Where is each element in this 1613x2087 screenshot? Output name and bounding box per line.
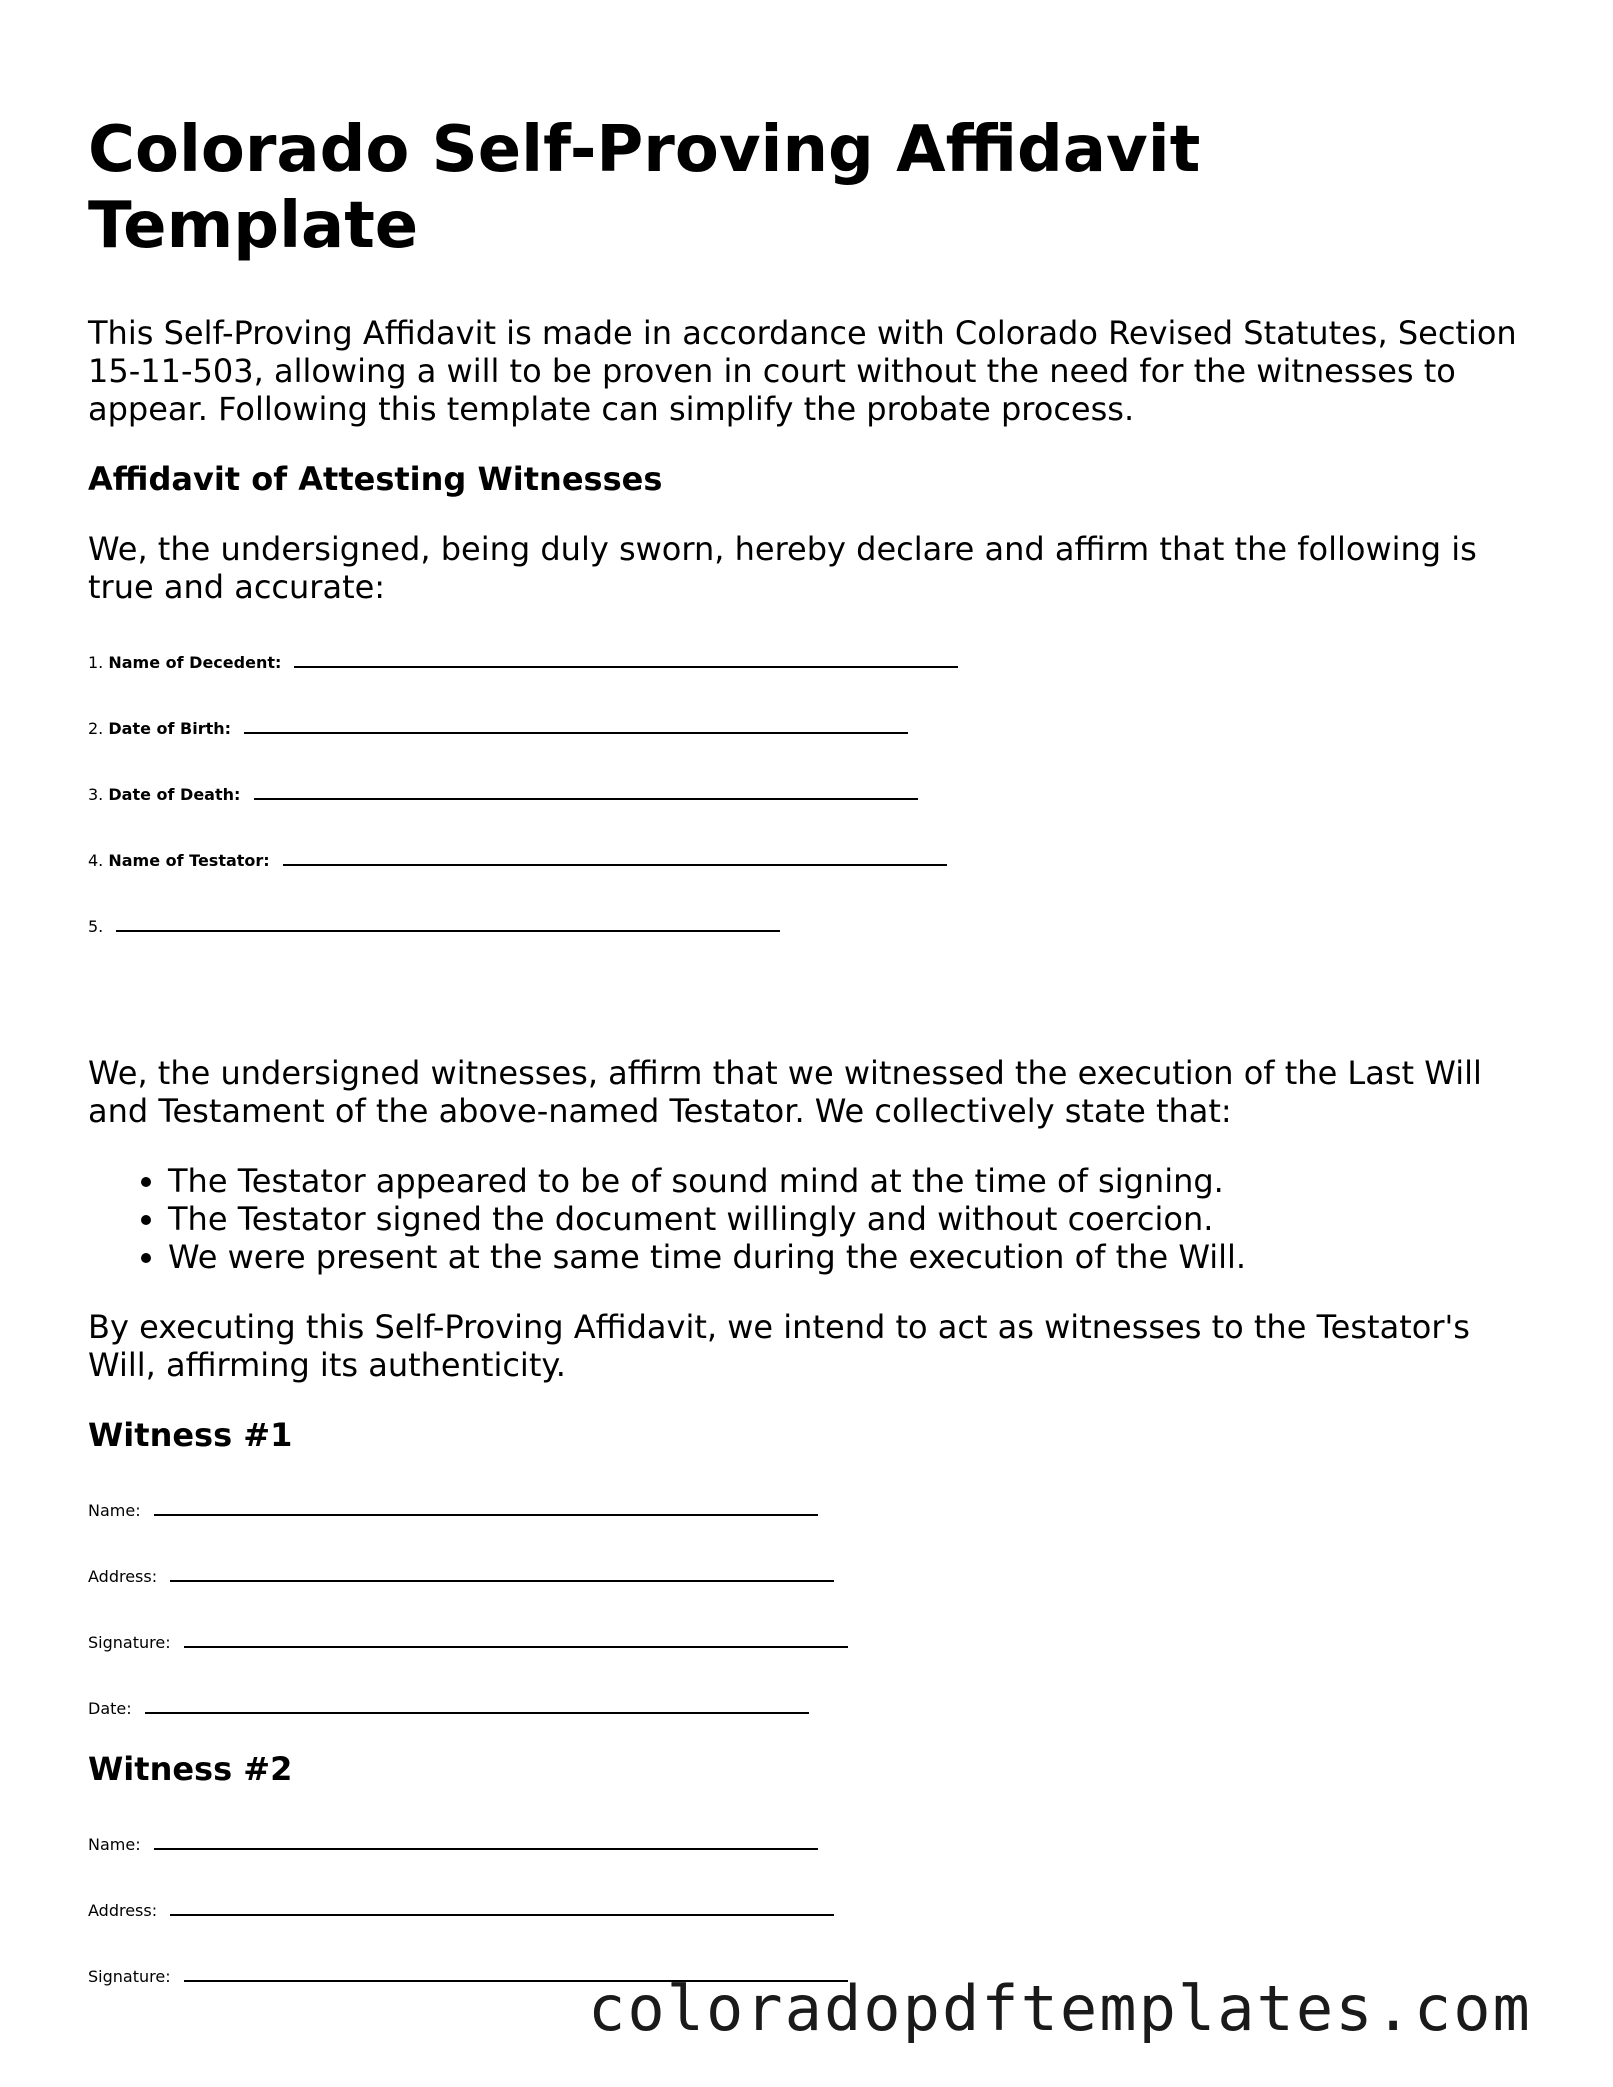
witness2-address-blank[interactable] <box>170 1886 834 1916</box>
field-label: Name of Decedent: <box>108 653 282 672</box>
decedent-name-blank[interactable] <box>294 638 958 668</box>
page-title: Colorado Self-Proving Affidavit Template <box>88 113 1201 263</box>
testator-name-blank[interactable] <box>283 836 947 866</box>
field-number: 4. <box>88 851 104 870</box>
field-label: Address: <box>88 1901 158 1920</box>
witness1-name-blank[interactable] <box>154 1486 818 1516</box>
witness1-address-blank[interactable] <box>170 1552 834 1582</box>
field-number: 5. <box>88 917 104 936</box>
witness2-name-blank[interactable] <box>154 1820 818 1850</box>
field-5-blank[interactable] <box>116 902 780 932</box>
field-date-of-death <box>88 770 1528 804</box>
statement-list <box>88 1162 1528 1276</box>
field-number: 3. <box>88 785 104 804</box>
closing-paragraph: By executing this Self-Proving Affidavit, we intend to act as witnesses to the Testator's Will, affirming its authenticity. <box>88 1308 1470 1384</box>
declaration-paragraph: We, the undersigned, being duly sworn, hereby declare and affirm that the following is true and accurate: <box>88 530 1477 606</box>
witness1-signature-field <box>88 1618 1528 1652</box>
field-number: 1. <box>88 653 104 672</box>
list-item: • The Testator signed the document willingly and without coercion. <box>168 1200 1528 1238</box>
witness-statement-paragraph: We, the undersigned witnesses, affirm that we witnessed the execution of the Last Will and Testament of the above-named Testator. We collectively state that: <box>88 1054 1482 1130</box>
date-of-birth-blank[interactable] <box>244 704 908 734</box>
field-label: Name: <box>88 1501 141 1520</box>
field-name-of-decedent <box>88 638 1528 672</box>
field-label: Date of Death: <box>108 785 241 804</box>
field-label: Date of Birth: <box>108 719 232 738</box>
witness1-heading: Witness #1 <box>88 1416 293 1454</box>
document-page <box>88 112 1528 2018</box>
witness1-date-blank[interactable] <box>145 1684 809 1714</box>
witness2-heading: Witness #2 <box>88 1750 293 1788</box>
list-item: • The Testator appeared to be of sound mind at the time of signing. <box>168 1162 1528 1200</box>
field-label: Address: <box>88 1567 158 1586</box>
witness1-date-field <box>88 1684 1528 1718</box>
field-label: Date: <box>88 1699 132 1718</box>
witness2-address-field <box>88 1886 1528 1920</box>
intro-paragraph: This Self-Proving Affidavit is made in accordance with Colorado Revised Statutes, Section 15-11-503, allowing a will to be proven in court without the need for the witnesses to appear. Following this template can simplify the probate process. <box>88 314 1517 428</box>
witness1-signature-blank[interactable] <box>184 1618 848 1648</box>
field-label: Signature: <box>88 1967 171 1986</box>
field-label: Name of Testator: <box>108 851 270 870</box>
witness2-name-field <box>88 1820 1528 1854</box>
section-heading: Affidavit of Attesting Witnesses <box>88 460 663 498</box>
list-item: • We were present at the same time during the execution of the Will. <box>168 1238 1528 1276</box>
watermark: coloradopdftemplates.com <box>588 1972 1532 2045</box>
field-label: Signature: <box>88 1633 171 1652</box>
witness1-address-field <box>88 1552 1528 1586</box>
date-of-death-blank[interactable] <box>254 770 918 800</box>
field-label: Name: <box>88 1835 141 1854</box>
field-date-of-birth <box>88 704 1528 738</box>
field-number: 2. <box>88 719 104 738</box>
field-5 <box>88 902 1528 936</box>
field-name-of-testator <box>88 836 1528 870</box>
witness1-name-field <box>88 1486 1528 1520</box>
